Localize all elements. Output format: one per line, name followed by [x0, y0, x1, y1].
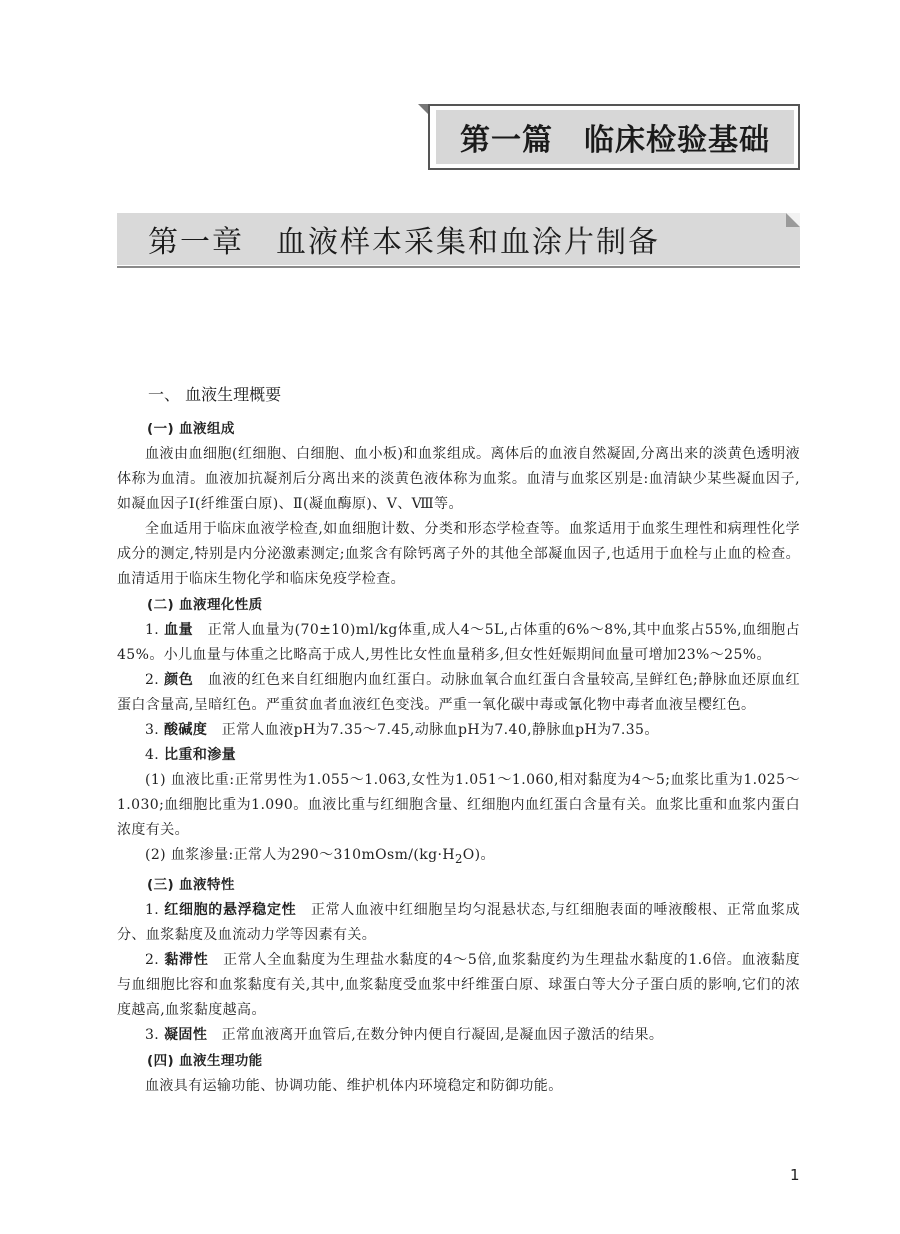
chapter-title: 第一章 血液样本采集和血涂片制备 [148, 225, 660, 260]
item-keyword: 血量 [164, 622, 194, 638]
list-item [117, 718, 800, 743]
paragraph: (1) 血液比重:正常男性为1.055～1.063,女性为1.051～1.060,相对黏度为4～5;血浆比重为1.025～1.030;血细胞比重为1.090。血液比重与红细胞含量、红细胞内血红蛋白含量有关。血浆比重和血浆内蛋白浓度有关。 [117, 772, 800, 838]
item-number: 1. [145, 622, 165, 638]
list-item [117, 743, 800, 768]
part-title: 第一篇 临床检验基础 [460, 123, 770, 158]
item-number: 2. [145, 951, 165, 968]
item-text: 血液的红色来自红细胞内血红蛋白。动脉血氧合血红蛋白含量较高,呈鲜红色;静脉血还原血红蛋白含量高,呈暗红色。严重贫血者血液红色变浅。严重一氧化碳中毒或氰化物中毒者血液呈樱红色。 [117, 672, 800, 713]
subsection-heading: (三) 血液特性 [147, 876, 235, 893]
item-keyword: 红细胞的悬浮稳定性 [164, 901, 297, 918]
list-item [117, 668, 800, 718]
subsection-heading: (四) 血液生理功能 [147, 1052, 263, 1069]
list-item [117, 898, 800, 948]
item-number: 2. [145, 672, 165, 688]
item-text: 正常人血液中红细胞呈均匀混悬状态,与红细胞表面的唾液酸根、正常血浆成分、血浆黏度及血流动力学等因素有关。 [117, 901, 800, 943]
item-text: 正常人血液pH为7.35～7.45,动脉血pH为7.40,静脉血pH为7.35。 [207, 722, 659, 738]
item-number: 3. [145, 1026, 165, 1043]
item-keyword: 颜色 [164, 672, 194, 688]
paragraph-text: (2) 血浆渗量:正常人为290～310mOsm/(kg·H [145, 847, 455, 863]
item-number: 1. [145, 901, 165, 918]
chapter-underline [117, 266, 800, 268]
paragraph-text: O)。 [462, 847, 495, 863]
item-text: 正常血液离开血管后,在数分钟内便自行凝固,是凝血因子激活的结果。 [207, 1026, 664, 1043]
item-keyword: 凝固性 [164, 1026, 208, 1043]
paragraph: 血液具有运输功能、协调功能、维护机体内环境稳定和防御功能。 [145, 1077, 563, 1094]
list-item [117, 618, 800, 668]
item-keyword: 比重和渗量 [164, 747, 237, 763]
chapter-header-corner [786, 213, 800, 227]
list-item [117, 948, 800, 1023]
subsection-heading: (一) 血液组成 [147, 421, 235, 437]
list-item [117, 1023, 800, 1048]
item-number: 4. [145, 747, 165, 763]
page-number: 1 [790, 1166, 800, 1184]
section-title: 一、 血液生理概要 [148, 385, 282, 404]
subscript: 2 [454, 851, 463, 866]
item-keyword: 黏滞性 [164, 951, 209, 968]
item-keyword: 酸碱度 [164, 722, 208, 738]
paragraph: 血液由血细胞(红细胞、白细胞、血小板)和血浆组成。离体后的血液自然凝固,分离出来的淡黄色透明液体称为血清。血液加抗凝剂后分离出来的淡黄色液体称为血浆。血清与血浆区别是:血清缺少某些凝血因子,如凝血因子Ⅰ(纤维蛋白原)、Ⅱ(凝血酶原)、Ⅴ、Ⅷ等。 [117, 446, 800, 512]
subsection-heading: (二) 血液理化性质 [147, 597, 263, 613]
paragraph [117, 843, 800, 872]
item-text: 正常人全血黏度为生理盐水黏度的4～5倍,血浆黏度约为生理盐水黏度的1.6倍。血液黏度与血细胞比容和血浆黏度有关,其中,血浆黏度受血浆中纤维蛋白原、球蛋白等大分子蛋白质的影响,它们的浓度越高,血浆黏度越高。 [117, 951, 800, 1018]
paragraph: 全血适用于临床血液学检查,如血细胞计数、分类和形态学检查等。血浆适用于血浆生理性和病理性化学成分的测定,特别是内分泌激素测定;血浆含有除钙离子外的其他全部凝血因子,也适用于血栓与止血的检查。血清适用于临床生物化学和临床免疫学检查。 [117, 521, 800, 587]
body-content [117, 416, 800, 1099]
item-text: 正常人血量为(70±10)ml/kg体重,成人4～5L,占体重的6%～8%,其中血浆占55%,血细胞占45%。小儿血量与体重之比略高于成人,男性比女性血量稍多,但女性妊娠期间血量可增加23%～25%。 [117, 622, 800, 663]
item-number: 3. [145, 722, 165, 738]
